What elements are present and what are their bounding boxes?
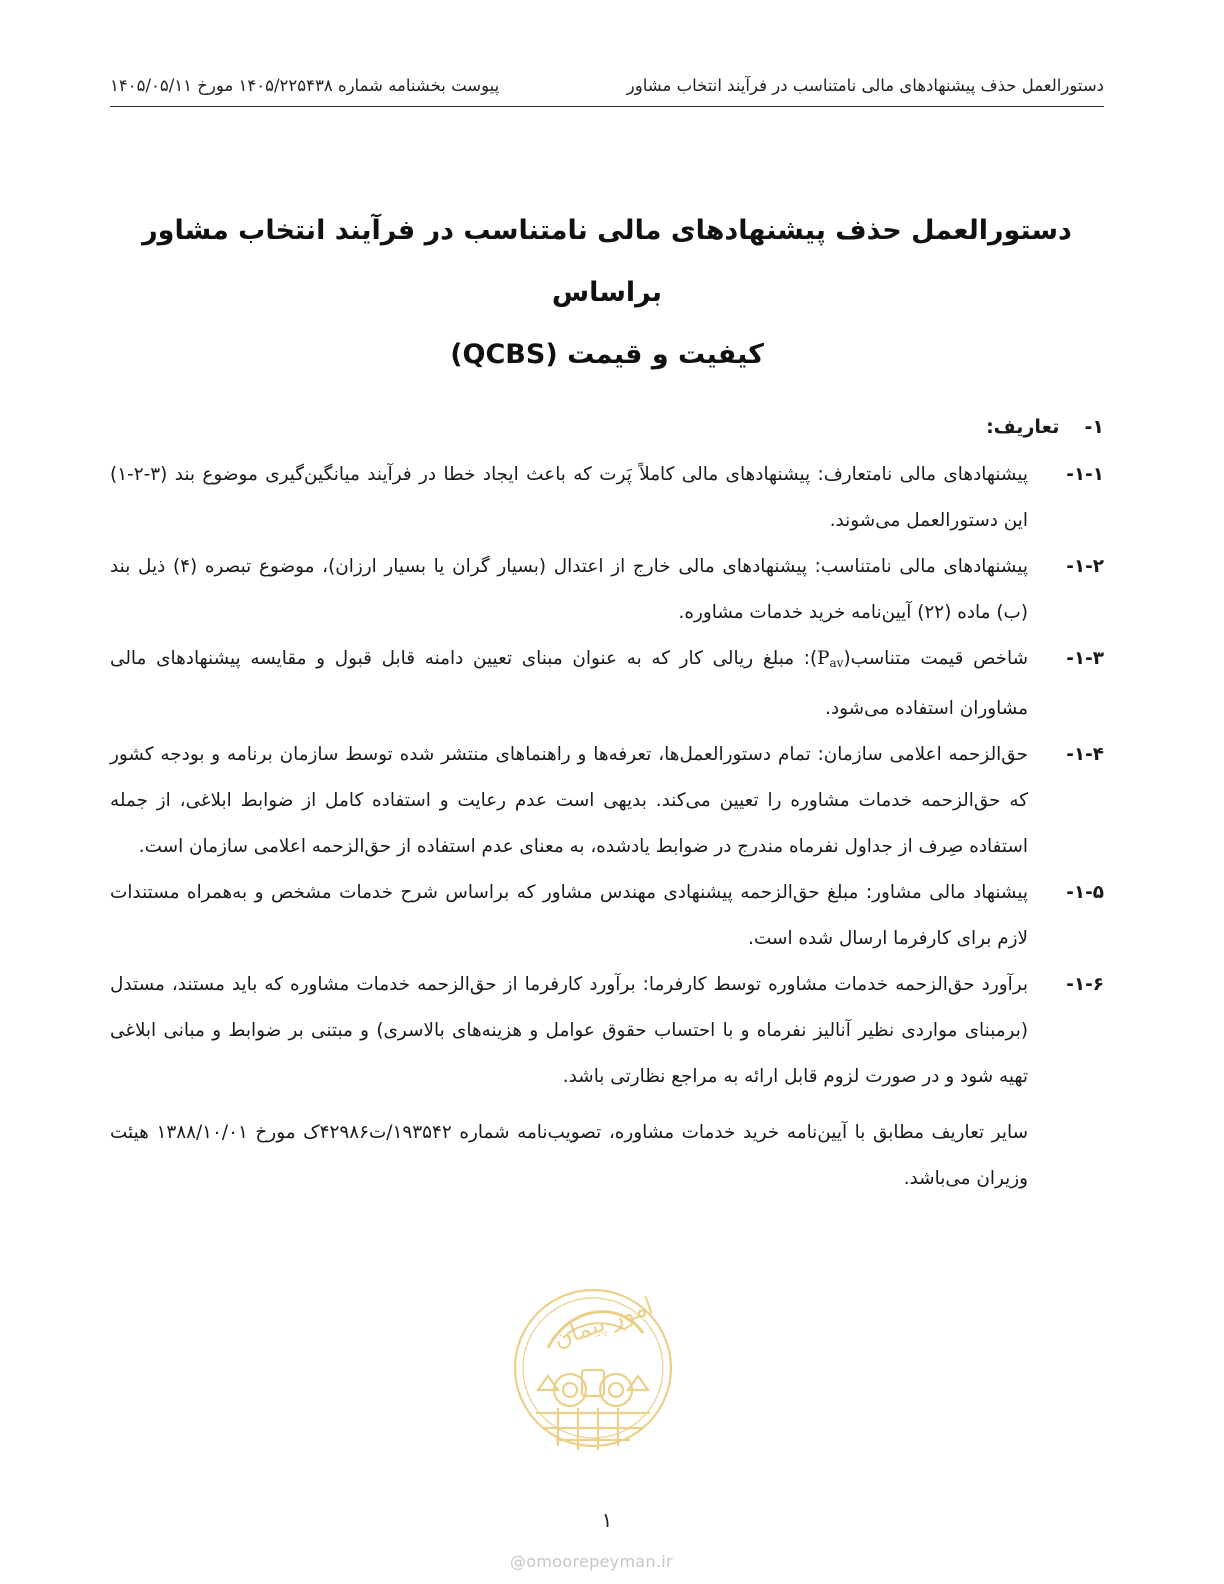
closing-paragraph — [110, 1110, 1104, 1202]
item-text-before: شاخص قیمت متناسب( — [843, 648, 1028, 669]
document-body — [110, 412, 1104, 1202]
header-doc-ref: دستورالعمل حذف پیشنهادهای مالی نامتناسب در فرآیند انتخاب مشاور — [626, 76, 1104, 95]
item-text: پیشنهادهای مالی نامتناسب: پیشنهادهای مالی خارج از اعتدال (بسیار گران یا بسیار ارزان)، موضوع تبصره (۴) ذیل بند (ب) ماده (۲۲) آیین‌نامه خرید خدمات مشاوره. — [110, 556, 1028, 623]
section-number: ۱- — [1084, 416, 1104, 438]
watermark-seal-icon — [508, 1278, 678, 1478]
title-line-2: کیفیت و قیمت (QCBS) — [450, 339, 764, 370]
item-text — [110, 636, 1028, 732]
definition-item — [110, 732, 1104, 870]
price-index-symbol — [817, 648, 843, 669]
definition-item — [110, 452, 1104, 544]
running-header — [110, 76, 1104, 107]
seal-lettering: امور پیمان — [549, 1291, 657, 1354]
definition-item — [110, 544, 1104, 636]
symbol-base: P — [817, 648, 830, 669]
definitions-list — [110, 452, 1104, 1100]
item-text: برآورد حق‌الزحمه خدمات مشاوره توسط کارفرما: برآورد کارفرما از حق‌الزحمه خدمات مشاوره که باید مستند، مستدل (برمبنای مواردی نظیر آنالیز نفرماه و با احتساب حقوق عوامل و هزینه‌های بالاسری) و مبتنی بر ضوابط و مبانی ابلاغی تهیه شود و در صورت لزوم قابل ارائه به مراجع نظارتی باشد. — [110, 974, 1028, 1087]
item-number: ۱-۶- — [1066, 974, 1104, 995]
page-number: ۱ — [601, 1508, 613, 1532]
definition-item — [110, 962, 1104, 1100]
definition-item — [110, 636, 1104, 732]
symbol-subscript: av — [829, 656, 844, 670]
header-attachment-ref: پیوست بخشنامه شماره ۱۴۰۵/۲۲۵۴۳۸ مورخ ۱۴۰۵/۰۵/۱۱ — [110, 76, 500, 95]
title-line-1: دستورالعمل حذف پیشنهادهای مالی نامتناسب در فرآیند انتخاب مشاور براساس — [142, 215, 1072, 308]
document-title — [110, 200, 1104, 386]
watermark-site-text: @omoorepeyman.ir — [510, 1552, 673, 1571]
item-text: پیشنهاد مالی مشاور: مبلغ حق‌الزحمه پیشنهادی مهندس مشاور که براساس شرح خدمات مشخص و به‌همراه مستندات لازم برای کارفرما ارسال شده است. — [110, 882, 1028, 949]
item-number: ۱-۴- — [1066, 744, 1104, 765]
section-title: تعاریف: — [986, 416, 1060, 438]
item-text: پیشنهادهای مالی نامتعارف: پیشنهادهای مالی کاملاً پَرت که باعث ایجاد خطا در فرآیند میانگین‌گیری موضوع بند (۳-۲-۱) این دستورالعمل می‌شوند. — [110, 464, 1028, 531]
item-number: ۱-۲- — [1066, 556, 1104, 577]
section-heading — [110, 412, 1104, 452]
item-text-after: ): مبلغ ریالی کار که به عنوان مبنای تعیین دامنه قابل قبول و مقایسه پیشنهادهای مالی مشاوران استفاده می‌شود. — [110, 648, 1028, 719]
item-number: ۱-۵- — [1066, 882, 1104, 903]
item-number: ۱-۳- — [1066, 648, 1104, 669]
item-number: ۱-۱- — [1066, 464, 1104, 485]
closing-text: سایر تعاریف مطابق با آیین‌نامه خرید خدمات مشاوره، تصویب‌نامه شماره ۱۹۳۵۴۲/ت۴۲۹۸۶ک مورخ ۱۳۸۸/۱۰/۰۱ هیئت وزیران می‌باشد. — [110, 1122, 1029, 1189]
item-text: حق‌الزحمه اعلامی سازمان: تمام دستورالعمل‌ها، تعرفه‌ها و راهنماهای منتشر شده توسط سازمان برنامه و بودجه کشور که حق‌الزحمه خدمات مشاوره را تعیین می‌کند. بدیهی است عدم رعایت و استفاده کامل از ضوابط ابلاغی، از جمله استفاده صِرف از جداول نفرماه مندرج در ضوابط یادشده، به معنای عدم استفاده از حق‌الزحمه اعلامی سازمان است. — [110, 744, 1028, 857]
definition-item — [110, 870, 1104, 962]
